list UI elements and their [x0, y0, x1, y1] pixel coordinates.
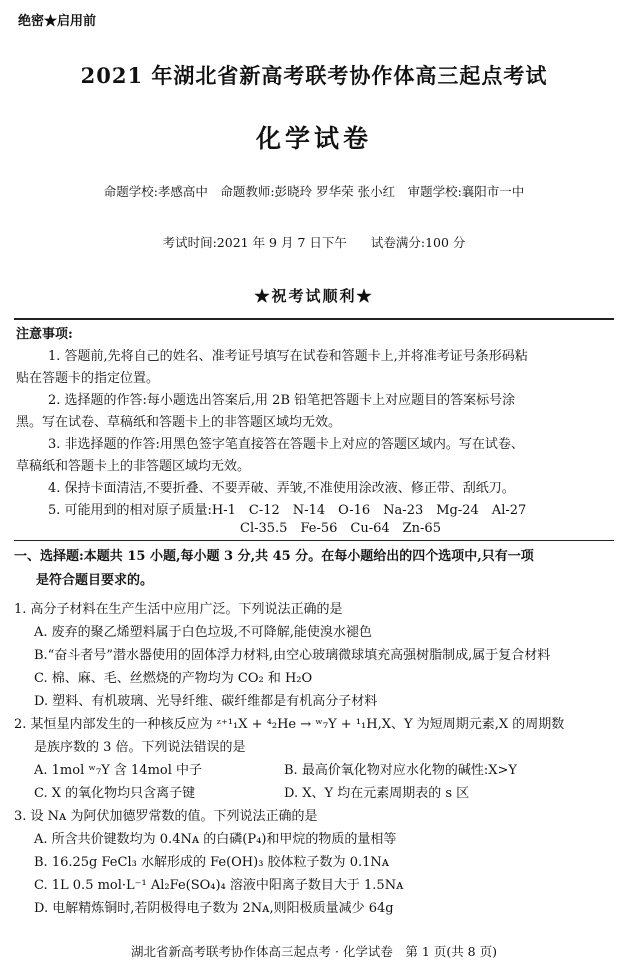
note-3: 3. 非选择题的作答:用黑色签字笔直接答在答题卡上对应的答题区域内。写在试卷、 [48, 437, 524, 452]
question-2-stem-cont: 是族序数的 3 倍。下列说法错误的是 [34, 740, 246, 755]
question-2-option-a: A. 1mol ʷ₇Y 含 14mol 中子 [34, 763, 203, 778]
question-3-option-b: B. 16.25g FeCl₃ 水解形成的 Fe(OH)₃ 胶体粒子数为 0.1Nᴀ [34, 855, 390, 870]
note-5: 5. 可能用到的相对原子质量:H-1 C-12 N-14 O-16 Na-23 Mg-24 Al-27 [48, 503, 527, 518]
question-1-option-b: B.“奋斗者号”潜水器使用的固体浮力材料,由空心玻璃微球填充高强树脂制成,属于复合材料 [34, 648, 551, 663]
section-heading-cont: 是符合题目要求的。 [36, 573, 154, 588]
authors-line: 命题学校:孝感高中 命题教师:彭晓玲 罗华荣 张小红 审题学校:襄阳市一中 [103, 184, 525, 199]
exam-title: 2021 年湖北省新高考联考协作体高三起点考试 [80, 63, 548, 88]
question-1-stem: 1. 高分子材料在生产生活中应用广泛。下列说法正确的是 [14, 602, 343, 617]
note-1-cont: 贴在答题卡的指定位置。 [16, 371, 160, 386]
note-3-cont: 草稿纸和答题卡上的非答题区域均无效。 [16, 459, 251, 474]
question-3-option-a: A. 所含共价键数均为 0.4Nᴀ 的白磷(P₄)和甲烷的物质的量相等 [34, 832, 397, 847]
full-score: 试卷满分:100 分 [370, 235, 466, 250]
divider-top [14, 318, 614, 320]
divider-notes [14, 540, 614, 541]
question-2-stem: 2. 某恒星内部发生的一种核反应为 ᶻ⁺¹₁X + ⁴₂He → ʷ₇Y + ¹₁H,X、Y 为短周期元素,X 的周期数 [14, 717, 565, 732]
note-2: 2. 选择题的作答:每小题选出答案后,用 2B 铅笔把答题卡上对应题目的答案标号涂 [48, 393, 516, 408]
confidential-label: 绝密★启用前 [18, 14, 97, 29]
subject-title: 化学试卷 [255, 124, 372, 153]
question-3-option-d: D. 电解精炼铜时,若阴极得电子数为 2Nᴀ,则阳极质量减少 64g [34, 901, 394, 916]
page-footer: 湖北省新高考联考协作体高三起点考 · 化学试卷 第 1 页(共 8 页) [131, 944, 497, 959]
question-1-option-a: A. 废弃的聚乙烯塑料属于白色垃圾,不可降解,能使溴水褪色 [34, 625, 372, 640]
exam-info [0, 233, 628, 251]
question-2-option-c: C. X 的氧化物均只含离子键 [34, 786, 196, 801]
question-2-option-b: B. 最高价氧化物对应水化物的碱性:X>Y [284, 763, 517, 778]
note-4: 4. 保持卡面清洁,不要折叠、不要弄破、弄皱,不准使用涂改液、修正带、刮纸刀。 [48, 481, 515, 496]
section-heading: 一、选择题:本题共 15 小题,每小题 3 分,共 45 分。在每小题给出的四个选项中,只有一项 [14, 549, 534, 564]
note-5-cont: Cl-35.5 Fe-56 Cu-64 Zn-65 [240, 521, 441, 536]
question-1-option-d: D. 塑料、有机玻璃、光导纤维、碳纤维都是有机高分子材料 [34, 694, 378, 709]
question-3-stem: 3. 设 Nᴀ 为阿伏加德罗常数的值。下列说法正确的是 [14, 809, 318, 824]
good-luck-banner: ★祝考试顺利★ [254, 287, 374, 305]
question-3-option-c: C. 1L 0.5 mol·L⁻¹ Al₂Fe(SO₄)₄ 溶液中阳离子数目大于 1.5Nᴀ [34, 878, 404, 893]
note-1: 1. 答题前,先将自己的姓名、准考证号填写在试卷和答题卡上,并将准考证号条形码粘 [48, 349, 528, 364]
question-2-option-d: D. X、Y 均在元素周期表的 s 区 [284, 786, 470, 801]
exam-time: 考试时间:2021 年 9 月 7 日下午 [162, 235, 347, 250]
note-2-cont: 黑。写在试卷、草稿纸和答题卡上的非答题区域均无效。 [16, 415, 342, 430]
question-1-option-c: C. 棉、麻、毛、丝燃烧的产物均为 CO₂ 和 H₂O [34, 671, 313, 686]
notes-heading: 注意事项: [16, 327, 73, 342]
